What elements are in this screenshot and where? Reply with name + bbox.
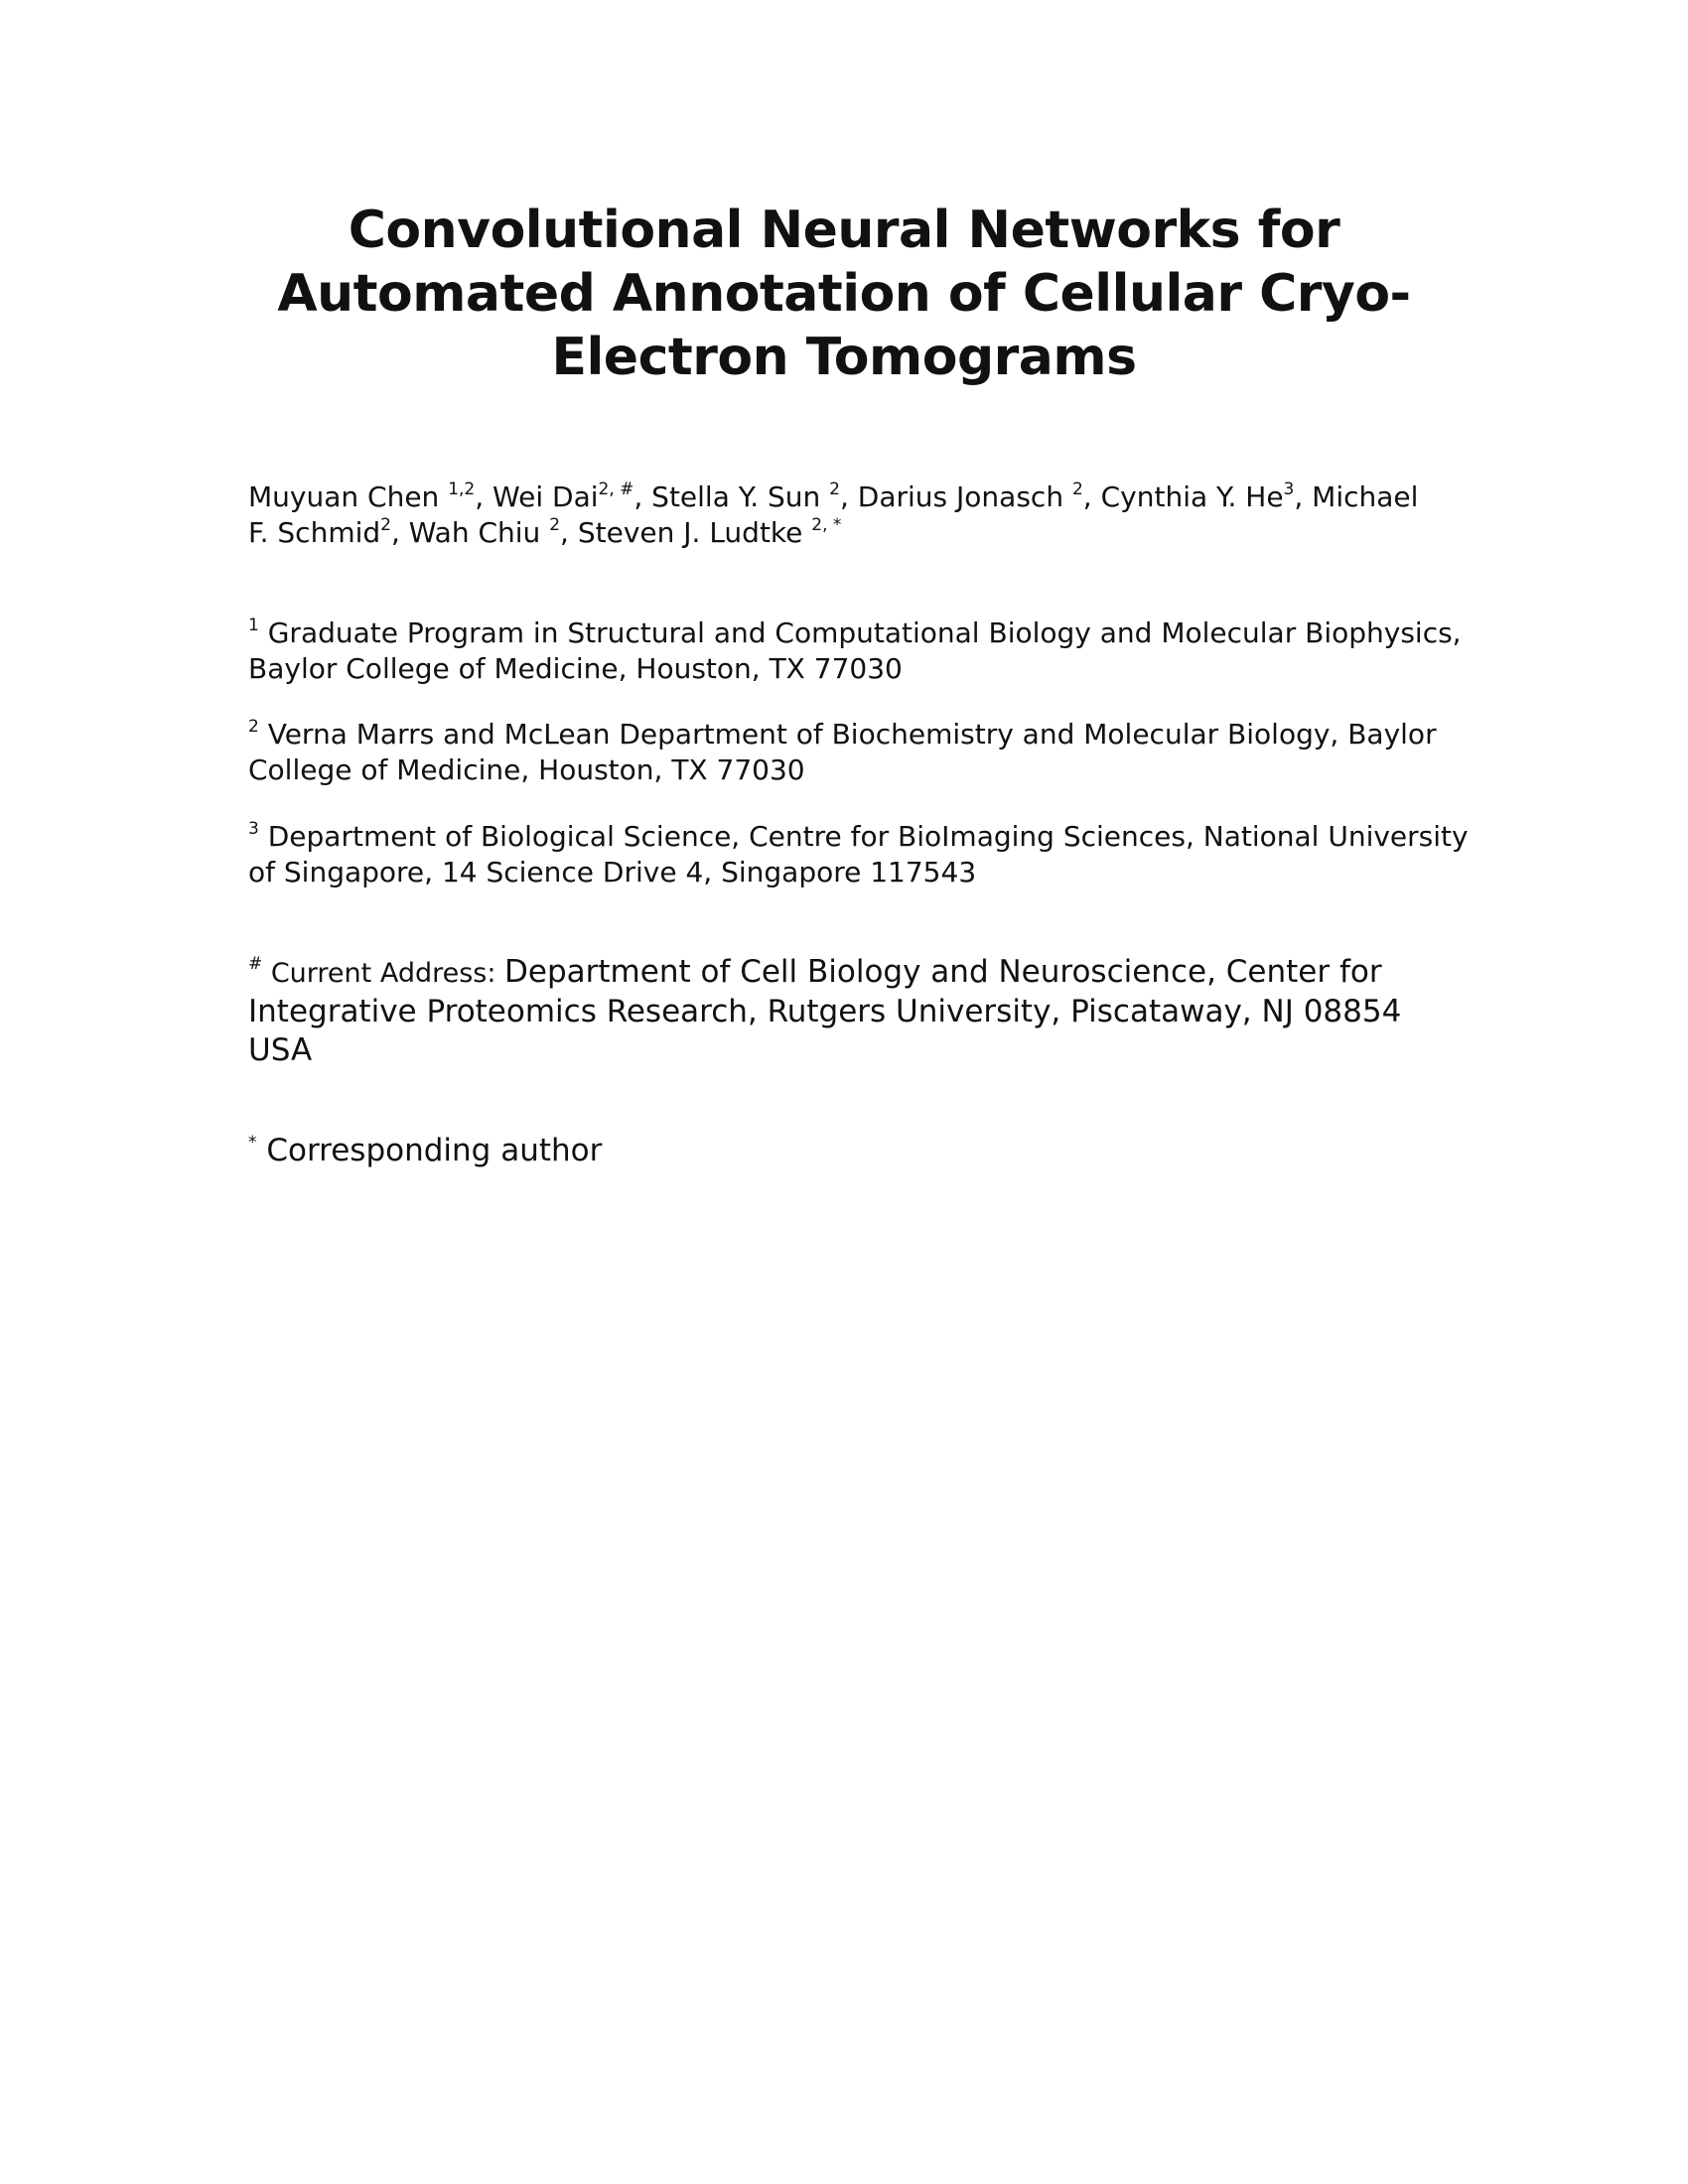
author-affiliation-marker: 2: [549, 514, 561, 535]
affiliation-line: Baylor College of Medicine, Houston, TX 77030: [248, 652, 903, 685]
current-address-line: USA: [248, 1032, 313, 1068]
author-list: [248, 479, 1450, 551]
author-affiliation-marker: 2: [380, 514, 391, 535]
author-name: Muyuan Chen: [248, 480, 449, 513]
affiliation-line: College of Medicine, Houston, TX 77030: [248, 753, 805, 786]
author-affiliation-marker: 2, #: [598, 478, 634, 499]
corresponding-marker: *: [248, 1132, 257, 1153]
title-line-2: Automated Annotation of Cellular Cryo-: [277, 264, 1411, 324]
affiliation-text: Verna Marrs and McLean Department of Biochemistry and Molecular Biology, Baylor: [258, 718, 1437, 751]
paper-title: [248, 199, 1440, 389]
affiliation-marker: 3: [248, 818, 259, 839]
affiliation-text: Graduate Program in Structural and Computational Biology and Molecular Biophysics,: [258, 616, 1462, 649]
author-name: , Wei Dai: [475, 480, 599, 513]
affiliation-3: [248, 818, 1469, 890]
author-name: , Cynthia Y. He: [1082, 480, 1284, 513]
author-name: , Wah Chiu: [390, 516, 550, 549]
current-address-label: Current Address:: [262, 958, 505, 989]
corresponding-text: Corresponding author: [256, 1133, 603, 1168]
title-line-1: Convolutional Neural Networks for: [348, 201, 1340, 260]
affiliation-marker: 2: [248, 716, 259, 737]
author-affiliation-marker: 3: [1283, 478, 1295, 499]
affiliation-line: of Singapore, 14 Science Drive 4, Singapore 117543: [248, 856, 977, 888]
author-name: , Steven J. Ludtke: [560, 516, 812, 549]
corresponding-author-note: [248, 1132, 1450, 1170]
current-address-marker: #: [248, 953, 263, 974]
title-line-3: Electron Tomograms: [551, 328, 1137, 387]
current-address: [248, 953, 1450, 1070]
affiliation-line: [248, 818, 1469, 855]
author-line-1: [248, 479, 1450, 515]
author-affiliation-marker: 2: [829, 478, 840, 499]
author-name: , Stella Y. Sun: [633, 480, 830, 513]
author-name: , Darius Jonasch: [840, 480, 1072, 513]
author-affiliation-marker: 2, *: [811, 514, 842, 535]
author-name: , Michael: [1294, 480, 1419, 513]
affiliation-marker: 1: [248, 614, 259, 635]
current-address-line: Integrative Proteomics Research, Rutgers University, Piscataway, NJ 08854: [248, 994, 1402, 1029]
affiliation-line: [248, 717, 1450, 752]
current-address-text: Department of Cell Biology and Neuroscience, Center for: [504, 954, 1382, 990]
affiliation-2: [248, 717, 1450, 788]
affiliation-1: [248, 614, 1462, 687]
author-affiliation-marker: 1,2: [448, 478, 476, 499]
affiliation-text: Department of Biological Science, Centre for BioImaging Sciences, National University: [258, 820, 1469, 853]
affiliation-line: [248, 614, 1462, 651]
current-address-line: [248, 953, 1450, 993]
author-name: F. Schmid: [248, 516, 381, 549]
author-affiliation-marker: 2: [1071, 478, 1083, 499]
author-line-2: [248, 515, 1450, 551]
